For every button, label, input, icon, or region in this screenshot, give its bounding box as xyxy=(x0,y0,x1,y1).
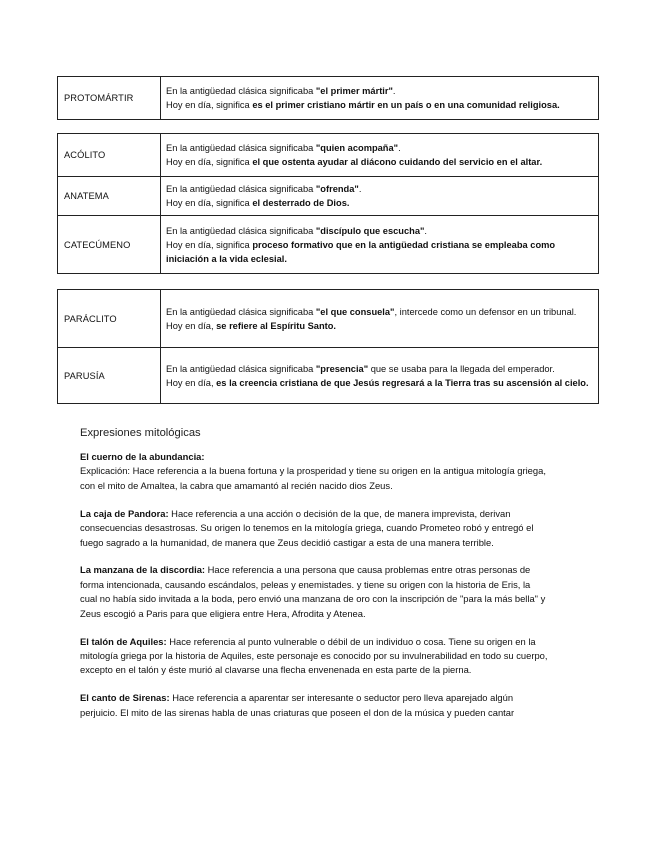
terms-table-3 xyxy=(57,289,599,404)
definition-bold: el desterrado de Dios. xyxy=(252,198,350,208)
definition-text: En la antigüedad clásica significaba xyxy=(166,306,316,317)
definition-text: En la antigüedad clásica significaba xyxy=(166,86,316,96)
definition-text: . xyxy=(424,225,428,236)
list-item xyxy=(80,450,550,493)
term-cell: ANATEMA xyxy=(58,177,161,216)
definition-bold: es el primer cristiano mártir en un país o en una comunidad religiosa. xyxy=(252,100,560,110)
entry-title: El cuerno de la abundancia: xyxy=(80,451,205,462)
definition-cell xyxy=(161,77,599,120)
definition-bold: "el que consuela" xyxy=(315,306,395,317)
term-cell: PARÁCLITO xyxy=(58,290,161,348)
definition-cell xyxy=(161,134,599,177)
entry-label: Explicación: xyxy=(80,465,133,477)
table-row xyxy=(58,77,599,120)
terms-table-1 xyxy=(57,76,599,120)
definition-text: . xyxy=(398,143,401,153)
table-row xyxy=(58,290,599,348)
entry-body: Hace referencia al punto vulnerable o débil de un individuo o cosa. Tiene su origen en la mitología griega por la historia de Aquiles, este personaje es conocido por su invulnerabilidad en todo su cuerpo, excepto en el talón y éste murió al clavarse una flecha envenenada en esta parte de la pierna. xyxy=(80,635,548,676)
definition-bold: "ofrenda" xyxy=(315,184,359,194)
definition-text: Hoy en día, significa xyxy=(166,239,253,250)
definition-cell xyxy=(161,348,599,404)
list-item xyxy=(80,691,550,720)
section-heading: Expresiones mitológicas xyxy=(80,427,201,439)
table-row xyxy=(58,348,599,404)
definition-bold: el que ostenta ayudar al diácono cuidando del servicio en el altar. xyxy=(252,157,543,167)
list-item xyxy=(80,563,550,621)
definition-bold: se refiere al Espíritu Santo. xyxy=(216,320,337,331)
term-cell: CATECÚMENO xyxy=(58,216,161,274)
term-cell: PROTOMÁRTIR xyxy=(58,77,161,120)
definition-text: . xyxy=(358,184,362,194)
definition-text: En la antigüedad clásica significaba xyxy=(166,363,316,374)
definition-bold: "quien acompaña" xyxy=(315,143,399,153)
term-cell: PARUSÍA xyxy=(58,348,161,404)
entry-body: Hace referencia a la buena fortuna y la prosperidad y tiene su origen en la antigua mitología griega, con el mito de Amaltea, la cabra que amamantó al recién nacido dios Zeus. xyxy=(80,465,546,491)
entry-body: Hace referencia a aparentar ser interesante o seductor pero lleva aparejado algún perjuicio. El mito de las sirenas habla de unas criaturas que poseen el don de la música y pueden cantar xyxy=(80,692,515,718)
entry-title: El canto de Sirenas: xyxy=(80,692,170,704)
table-row xyxy=(58,177,599,216)
list-item xyxy=(80,635,550,678)
list-item xyxy=(80,507,550,550)
definition-text: En la antigüedad clásica significaba xyxy=(166,143,316,153)
definition-text: Hoy en día, significa xyxy=(166,157,253,167)
definition-bold: "presencia" xyxy=(315,363,369,374)
terms-table-2 xyxy=(57,133,599,274)
expressions-list xyxy=(80,450,550,734)
entry-body: Hace referencia a una persona que causa problemas entre otras personas de forma intencionada, causando escándalos, peleas y enemistades. y tiene su origen con la historia de Eris, la cual no había sido invitada a la boda, pero envió una manzana de oro con la inscripción de "para la más bella" y Zeus escogió a Paris para que eligiera entre Hera, Afrodita y Atenea. xyxy=(80,564,546,619)
definition-text: En la antigüedad clásica significaba xyxy=(166,225,316,236)
definition-text: Hoy en día, xyxy=(166,377,217,388)
entry-title: El talón de Aquiles: xyxy=(80,635,167,647)
definition-cell xyxy=(161,216,599,274)
table-row xyxy=(58,216,599,274)
entry-title: La caja de Pandora: xyxy=(80,507,169,519)
definition-bold: "el primer mártir" xyxy=(315,86,393,96)
definition-bold: proceso formativo que en la antigüedad cristiana se empleaba como iniciación a la vida eclesial. xyxy=(166,239,556,264)
entry-body: Hace referencia a una acción o decisión de la que, de manera imprevista, derivan consecuencias desastrosas. Su origen lo tenemos en la mitología griega, cuando Prometeo robó y entregó el fuego sagrado a la humanidad, de manera que Zeus decidió castigar a esta de una manera terrible. xyxy=(80,507,534,548)
definition-text: Hoy en día, significa xyxy=(166,100,253,110)
definition-bold: "discípulo que escucha" xyxy=(315,225,425,236)
definition-text: En la antigüedad clásica significaba xyxy=(166,184,316,194)
definition-cell xyxy=(161,290,599,348)
definition-text: . xyxy=(392,86,396,96)
definition-text: Hoy en día, xyxy=(166,320,217,331)
definition-text: , intercede como un defensor en un tribunal. xyxy=(394,306,577,317)
table-row xyxy=(58,134,599,177)
definition-text: que se usaba para la llegada del emperador. xyxy=(368,363,555,374)
term-cell: ACÓLITO xyxy=(58,134,161,177)
entry-title: La manzana de la discordia: xyxy=(80,564,206,576)
definition-bold: es la creencia cristiana de que Jesús regresará a la Tierra tras su ascensión al cielo. xyxy=(216,377,589,388)
definition-cell xyxy=(161,177,599,216)
definition-text: Hoy en día, significa xyxy=(166,198,253,208)
